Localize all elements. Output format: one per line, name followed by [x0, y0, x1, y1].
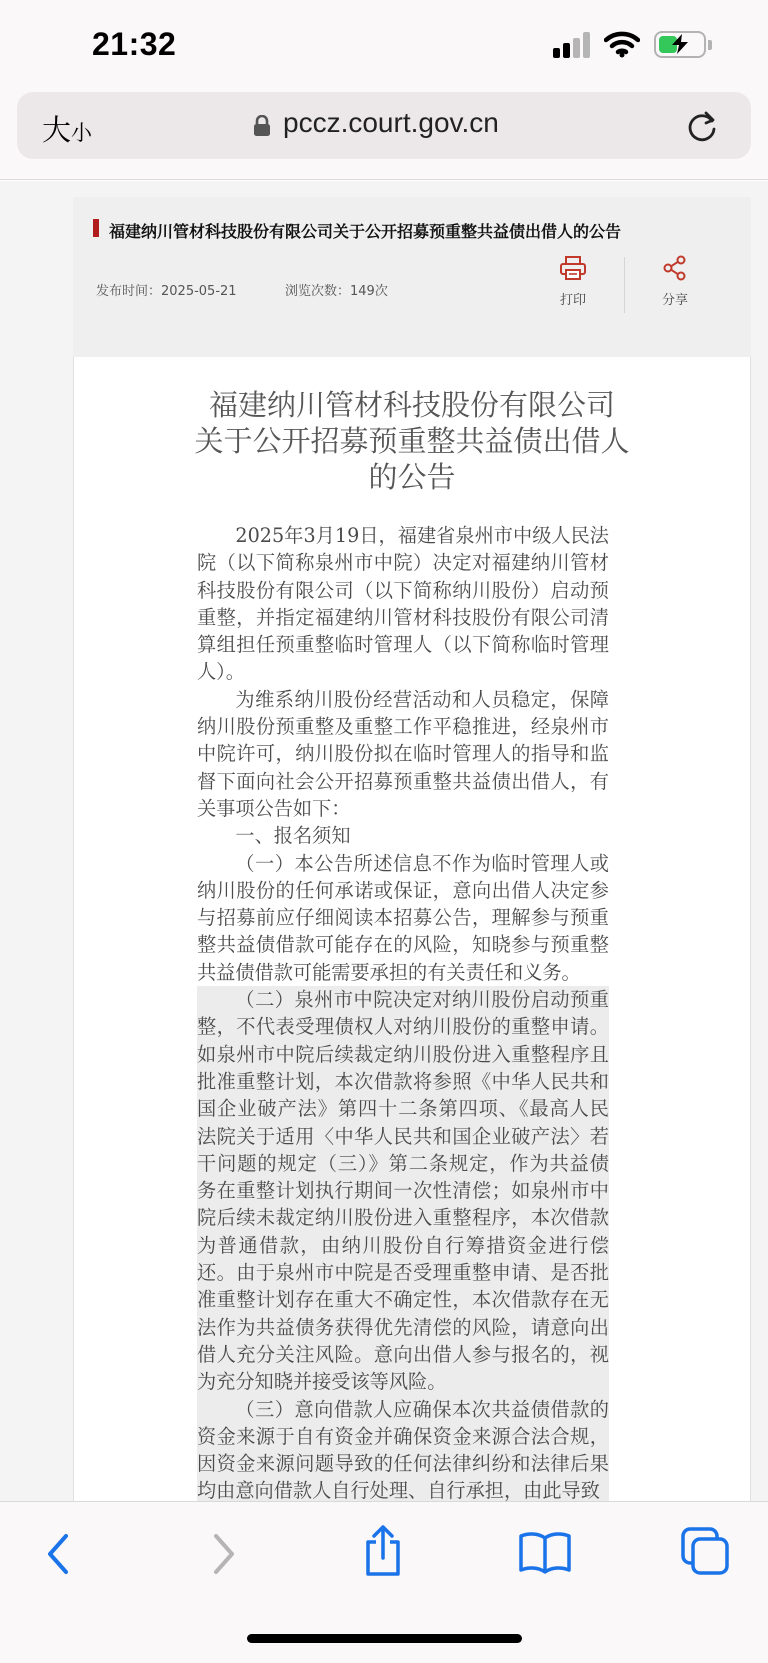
- paragraph: 为维系纳川股份经营活动和人员稳定，保障纳川股份预重整及重整工作平稳推进，经泉州市中院许可，纳川股份拟在临时管理人的指导和监督下面向社会公开招募预重整共益债出借人，有关事项公告如下：: [197, 687, 609, 820]
- address-bar[interactable]: [17, 92, 751, 159]
- battery-cap: [708, 40, 712, 50]
- text-size-button[interactable]: 大小: [42, 113, 93, 147]
- home-indicator[interactable]: [247, 1634, 522, 1643]
- highlighted-paragraph: （二）泉州市中院决定对纳川股份启动预重整，不代表受理债权人对纳川股份的重整申请。如泉州市中院后续裁定纳川股份进入重整程序且批准重整计划，本次借款将参照《中华人民共和国企业破产法》第四十二条第四项、《最高人民法院关于适用〈中华人民共和国企业破产法〉若干问题的规定（三）》第二条规定，作为共益债务在重整计划执行期间一次性清偿；如泉州市中院后续未裁定纳川股份进入重整程序，本次借款为普通借款，由纳川股份自行筹措资金进行偿还。由于泉州市中院是否受理重整申请、是否批准重整计划存在重大不确定性，本次借款存在无法作为共益债务获得优先清偿的风险，请意向出借人充分关注风险。意向出借人参与报名的，视为充分知晓并接受该等风险。: [197, 986, 609, 1395]
- publish-date: 发布时间：2025-05-21: [96, 284, 237, 299]
- forward-icon[interactable]: [208, 1532, 238, 1576]
- web-page: [0, 181, 768, 1501]
- paragraph: 2025年3月19日，福建省泉州市中级人民法院（以下简称泉州市中院）决定对福建纳川管材科技股份有限公司（以下简称纳川股份）启动预重整，并指定福建纳川管材科技股份有限公司清算组担任预重整临时管理人（以下简称临时管理人）。: [197, 524, 609, 684]
- share-label: 分享: [661, 293, 688, 308]
- tabs-icon[interactable]: [680, 1526, 730, 1576]
- article-title: 福建纳川管材科技股份有限公司关于公开招募预重整共益债出借人的公告: [95, 219, 621, 242]
- view-count: 浏览次数：149次: [285, 284, 388, 299]
- document-title: 福建纳川管材科技股份有限公司 关于公开招募预重整共益债出借人 的公告: [194, 388, 630, 494]
- share-link-button[interactable]: [650, 255, 700, 308]
- section-heading: 一、报名须知: [235, 824, 351, 848]
- cellular-signal-icon: [553, 32, 593, 58]
- browser-toolbar: [0, 1501, 768, 1663]
- status-time: 21:32: [92, 26, 177, 62]
- url-text[interactable]: pccz.court.gov.cn: [283, 107, 499, 138]
- print-label: 打印: [559, 293, 586, 308]
- share-icon[interactable]: [362, 1524, 404, 1578]
- lock-icon: [253, 115, 271, 137]
- battery-icon: [654, 31, 706, 58]
- bookmarks-icon[interactable]: [518, 1530, 572, 1574]
- action-divider: [624, 257, 625, 313]
- paragraph: （一）本公告所述信息不作为临时管理人或纳川股份的任何承诺或保证，意向出借人决定参与招募前应仔细阅读本招募公告，理解参与预重整共益债借款可能存在的风险，知晓参与预重整共益债借款可能需要承担的有关责任和义务。: [197, 851, 609, 984]
- wifi-icon: [604, 30, 640, 62]
- printer-icon: [559, 255, 587, 281]
- document-text: [197, 522, 609, 1501]
- reload-icon[interactable]: [685, 109, 719, 143]
- article-header: [73, 197, 751, 357]
- browser-address-area: [0, 90, 768, 180]
- document-body: [73, 357, 751, 1501]
- highlighted-paragraph: （三）意向借款人应确保本次共益债借款的资金来源于自有资金并确保资金来源合法合规，因资金来源问题导致的任何法律纠纷和法律后果均由意向借款人自行处理、自行承担，由此导致: [197, 1396, 609, 1502]
- back-icon[interactable]: [44, 1532, 74, 1576]
- share-nodes-icon: [662, 255, 688, 281]
- print-button[interactable]: [548, 255, 598, 308]
- status-bar: [0, 0, 768, 90]
- charging-bolt-icon: [668, 34, 692, 54]
